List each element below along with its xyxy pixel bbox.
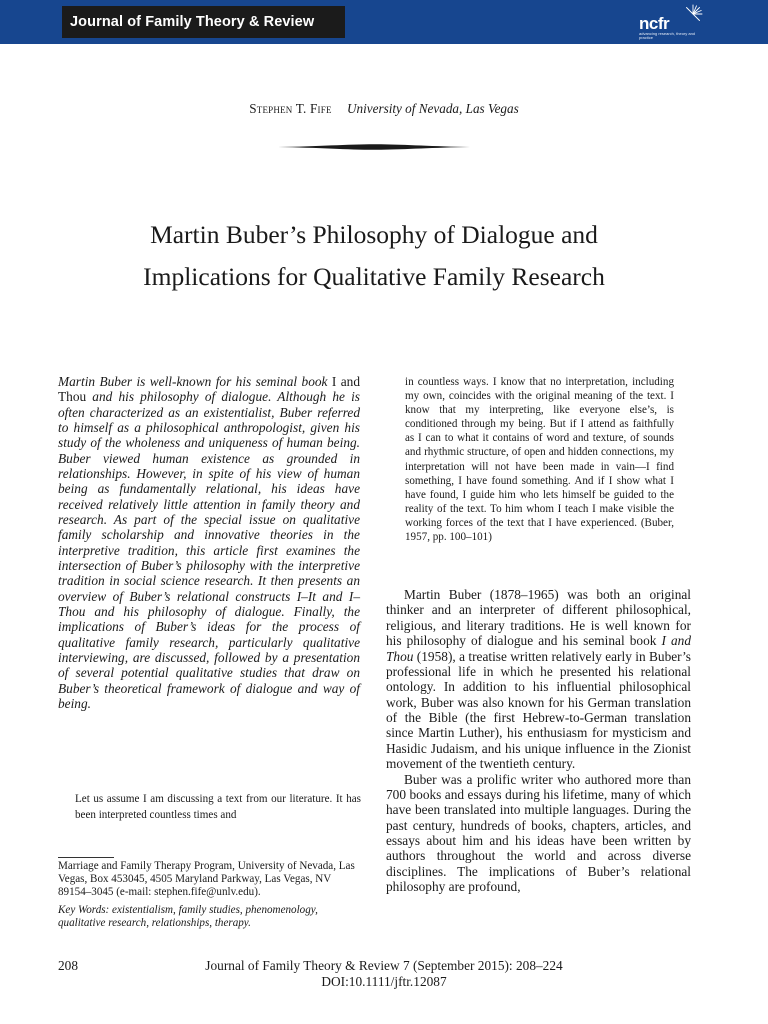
ncfr-logo-word: ncfr [639,14,670,33]
journal-citation: Journal of Family Theory & Review 7 (September 2015): 208–224 [205,958,563,973]
journal-name: Journal of Family Theory & Review [70,14,315,30]
starburst-icon [683,4,703,24]
author-name: Stephen T. Fife [249,101,332,116]
body-text [386,587,691,895]
author-affiliation: University of Nevada, Las Vegas [346,101,519,116]
abstract [58,374,360,711]
header-band [0,0,768,44]
title-line-2: Implications for Qualitative Family Research [143,262,605,291]
body-paragraph-2: Buber was a prolific writer who authored more than 700 books and essays during his lifetime, many of which have been translated into multiple languages. During the past century, hundreds of books, chapters, articles, and essays about him and his ideas have been written by authors throughout the world and across diverse disciplines. The implications of Buber’s relational philosophy are profound, [386,771,691,895]
byline [0,101,768,117]
doi: DOI:10.1111/jftr.12087 [321,974,447,989]
body-paragraph-1 [386,587,691,772]
decorative-swash-divider [278,143,470,151]
body-book-title: I and Thou [386,633,691,664]
block-quote-continued: in countless ways. I know that no interpretation, including my own, coincides with the original meaning of the text. I know that my interpreting, like everyone else’s, is conditioned through my being. But if I attend as faithfully as I can to what it contains of word and texture, of sounds and rhythmic structure, of open and hidden connections, my interpretation will not have been made in vain—I find something, I have found something. And if I show what I have found, I guide him who lets himself be guided to the reality of the text. To him whom I teach I make visible the working forces of the text that I have experienced. (Buber, 1957, pp. 100–101) [405,376,674,544]
footer-citation [60,958,708,990]
article-title [40,214,708,298]
ncfr-logo-tagline: advancing research, theory and practice [639,31,696,41]
footnote-rule [58,857,114,858]
body-paragraph-1-start: Martin Buber (1878–1965) was both an original thinker and an interpreter of different philosophical, religious, and literary traditions. He is well known for his philosophy of dialogue and his seminal book [386,587,691,649]
footnote [58,860,364,930]
journal-name-box [62,6,345,38]
ncfr-logo [637,4,707,42]
footnote-affiliation: Marriage and Family Therapy Program, University of Nevada, Las Vegas, Box 453045, 4505 Maryland Parkway, Las Vegas, NV 89154–3045 (e-mail: stephen.fife@unlv.edu). [58,860,355,899]
abstract-book-title: I and Thou [58,374,360,405]
abstract-text-start: Martin Buber is well-known for his seminal book [58,374,332,389]
title-line-1: Martin Buber’s Philosophy of Dialogue and [150,220,598,249]
page-number: 208 [58,958,79,973]
abstract-text-rest: and his philosophy of dialogue. Although he is often characterized as an existentialist, Buber referred to himself as a philosophical anthropologist, given his study of the wholeness and uniqueness of human being. Buber viewed human existence as grounded in relationships. However, in spite of his view of human being as fundamentally relational, his ideas have received relatively little attention in family theory and research. As part of the special issue on qualitative family scholarship and innovative theories in the interpretive tradition, this article first examines the intersection of Buber’s philosophy with the interpretive tradition in social science research. It then presents an overview of Buber’s relational constructs I–It and I–Thou and his philosophy of dialogue. Finally, the implications of Buber’s ideas for the process of qualitative family research, particularly qualitative interviewing, are discussed, followed by a presentation of several potential qualitative studies that draw on Buber’s theoretical framework of dialogue and way of being. [58,389,360,711]
body-paragraph-1-rest: (1958), a treatise written relatively early in Buber’s professional life in which he presented his relational ontology. In addition to his influential philosophical work, Buber was also known for his German translation of the Bible (the first Hebrew-to-German translation since Martin Luther), his enthusiasm for mysticism and Hasidic Judaism, and his unique influence in the Zionist movement of the twentieth century. [386,648,691,772]
block-quote-start: Let us assume I am discussing a text from our literature. It has been interpreted countless times and [75,793,361,821]
footnote-keywords: Key Words: existentialism, family studies, phenomenology, qualitative research, relationships, therapy. [58,904,318,930]
